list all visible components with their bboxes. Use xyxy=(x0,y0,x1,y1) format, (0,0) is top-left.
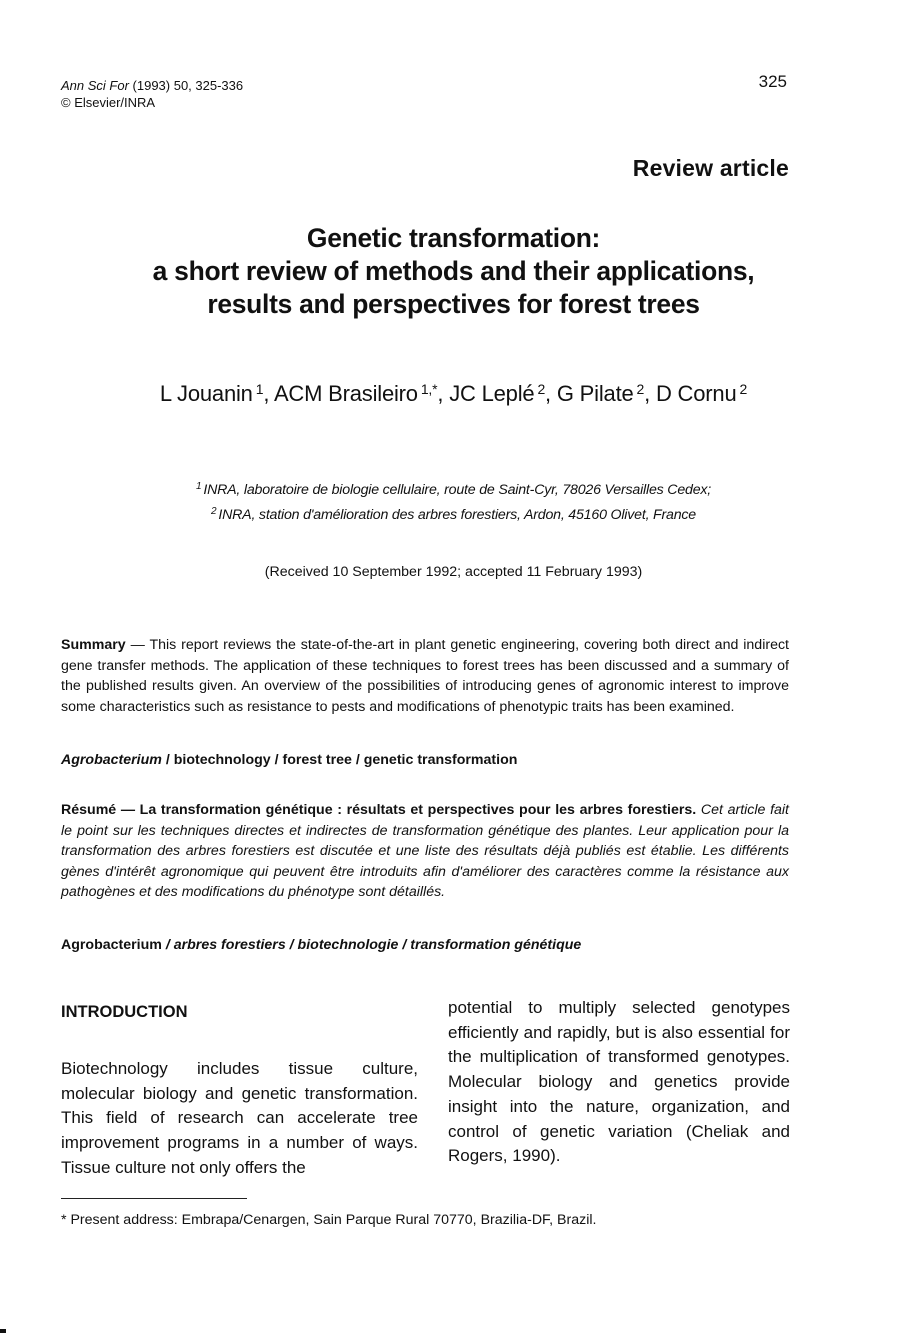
affiliation-mark: 1 xyxy=(255,381,264,397)
separator: , xyxy=(263,381,274,406)
author-name: JC Leplé xyxy=(449,381,535,406)
author-name: L Jouanin xyxy=(159,381,253,406)
author-name: ACM Brasileiro xyxy=(273,381,418,406)
received-dates: (Received 10 September 1992; accepted 11 February 1993) xyxy=(264,564,643,580)
summary-text: This report reviews the state-of-the-art in plant genetic engineering, covering both direct and indirect gene transfer methods. The application of these techniques to forest trees has been discussed and a summary of the published results given. An overview of the possibilities of introducing genes of agronomic interest to improve some characteristics such as resistance to pests and modifications of phenotypic traits has been examined. xyxy=(61,637,789,715)
affiliation-mark: 2 xyxy=(636,381,645,397)
affiliation-1 xyxy=(60,476,847,501)
journal-abbrev: Ann Sci For xyxy=(61,78,129,93)
author-name: G Pilate xyxy=(556,381,634,406)
resume-text: Cet article fait le point sur les techniques directes et indirectes de transformation génétique des plantes. Leur application pour la transformation des arbres forestiers est discutée et une liste des résultats déjà publiés est établie. Les différents gènes d'intérêt agronomique qui peuvent être introduits afin d'améliorer des caractères comme la résistance aux pathogènes et des modifications du phénotype sont détaillés. xyxy=(61,802,789,900)
author xyxy=(160,381,274,406)
summary-label: Summary xyxy=(61,637,126,653)
keyword-italic: Agrobacterium xyxy=(61,752,162,768)
page-number: 325 xyxy=(758,72,787,91)
author-name: D Cornu xyxy=(655,381,737,406)
author xyxy=(656,381,747,406)
footnote: * Present address: Embrapa/Cenargen, Sain Parque Rural 70770, Brazilia-DF, Brazil. xyxy=(61,1212,597,1228)
footnote-divider xyxy=(61,1198,247,1199)
affiliations xyxy=(60,476,847,526)
keywords-rest: / biotechnology / forest tree / genetic transformation xyxy=(161,752,518,768)
keywords-french xyxy=(61,935,789,956)
copyright: © Elsevier/INRA xyxy=(61,95,156,110)
resume-abstract xyxy=(61,800,789,903)
keyword-upright: Agrobacterium xyxy=(61,937,162,953)
scan-corner-mark xyxy=(0,1329,6,1333)
author xyxy=(274,381,449,406)
keywords-rest: / arbres forestiers / biotechnologie / transformation génétique xyxy=(161,937,582,953)
affiliation-mark: 2 xyxy=(739,381,748,397)
summary-dash: — xyxy=(125,637,150,653)
summary-abstract xyxy=(61,635,789,717)
journal-citation xyxy=(61,77,243,111)
affiliation-text: INRA, station d'amélioration des arbres forestiers, Ardon, 45160 Olivet, France xyxy=(218,507,697,523)
separator: , xyxy=(545,381,557,406)
affiliation-mark: 2 xyxy=(210,506,217,517)
affiliation-mark: 1,* xyxy=(420,381,438,397)
author xyxy=(449,381,557,406)
separator: , xyxy=(644,381,656,406)
separator: , xyxy=(437,381,450,406)
resume-heading: Résumé — La transformation génétique : résultats et perspectives pour les arbres forestiers. xyxy=(61,802,697,818)
author-list xyxy=(60,381,847,407)
affiliation-mark: 1 xyxy=(195,481,202,492)
keywords-english xyxy=(61,750,789,771)
author xyxy=(557,381,656,406)
body-column-right: potential to multiply selected genotypes efficiently and rapidly, but is also essential for the multiplication of transformed genotypes. Molecular biology and genetics provide insight into the nature, organization, and control of genetic variation (Cheliak and Rogers, 1990). xyxy=(448,998,790,1166)
title-line-3: results and perspectives for forest trees xyxy=(207,289,700,319)
article-title xyxy=(68,222,839,321)
affiliation-2 xyxy=(60,501,847,526)
affiliation-text: INRA, laboratoire de biologie cellulaire, route de Saint-Cyr, 78026 Versailles Cedex; xyxy=(203,482,712,498)
title-line-2: a short review of methods and their applications, xyxy=(152,256,755,286)
article-type: Review article xyxy=(632,155,789,181)
title-line-1: Genetic transformation: xyxy=(306,223,601,253)
body-column-left: Biotechnology includes tissue culture, molecular biology and genetic transformation. This field of research can accelerate tree improvement programs in a number of ways. Tissue culture not only offers the xyxy=(61,1059,418,1177)
affiliation-mark: 2 xyxy=(537,381,546,397)
section-heading-introduction: INTRODUCTION xyxy=(61,1003,188,1021)
journal-volume-pages: (1993) 50, 325-336 xyxy=(128,78,244,93)
